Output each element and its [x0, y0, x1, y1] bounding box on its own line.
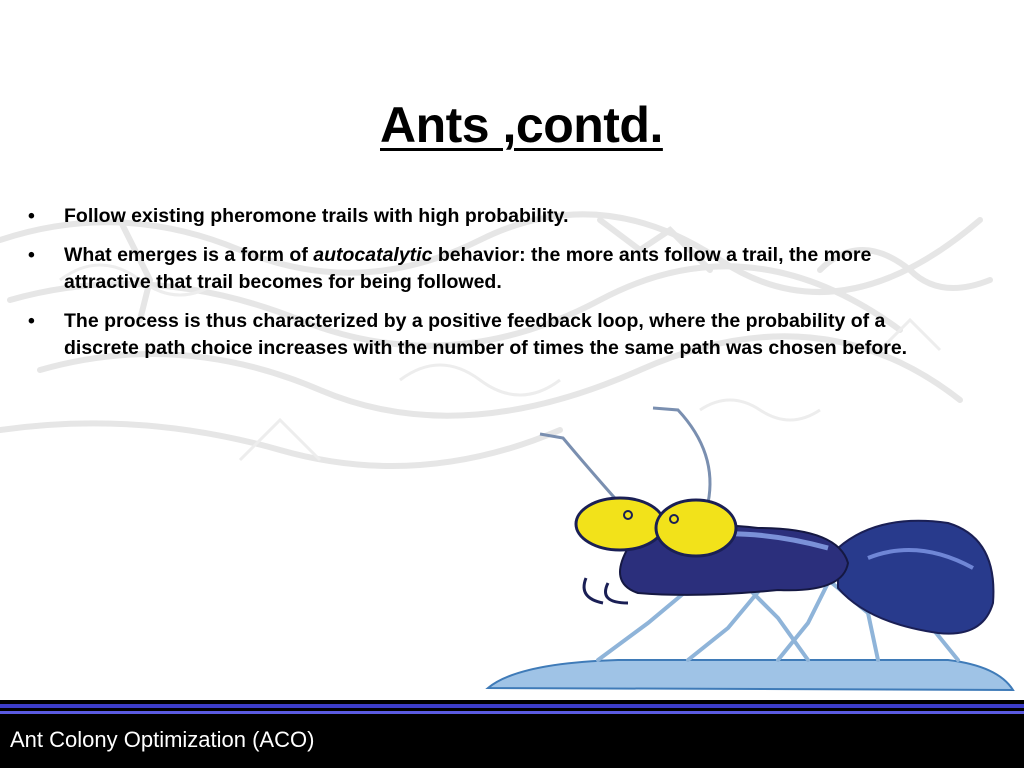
bullet-emphasis: autocatalytic — [313, 244, 433, 266]
bullet-list — [28, 203, 928, 374]
ant-head-right — [656, 500, 736, 556]
bullet-marker: • — [28, 205, 35, 227]
bullet-text: The process is thus characterized by a positive feedback loop, where the probability of a discrete path choice increases with the number of times the same path was chosen before. — [64, 310, 908, 359]
bullet-marker: • — [28, 244, 35, 266]
antenna-right — [653, 408, 710, 503]
bullet-marker: • — [28, 310, 35, 332]
ant-head-left — [576, 498, 664, 550]
footer-stripe — [0, 711, 1024, 714]
bullet-item — [28, 308, 928, 362]
bullet-item — [28, 242, 928, 296]
ant-illustration — [478, 398, 1024, 698]
ground-shape — [488, 660, 1013, 690]
footer-title: Ant Colony Optimization (ACO) — [10, 727, 315, 752]
bullet-text-before: What emerges is a form of — [64, 244, 314, 266]
bullet-text-after: behavior: the more ants follow a trail, the more attractive that trail becomes for being followed. — [64, 244, 872, 293]
bullet-item — [28, 203, 928, 230]
bullet-text: Follow existing pheromone trails with high probability. — [64, 205, 569, 227]
ant-abdomen — [838, 521, 993, 634]
footer-stripe — [0, 704, 1024, 708]
slide-title: Ants ,contd. — [380, 97, 663, 153]
